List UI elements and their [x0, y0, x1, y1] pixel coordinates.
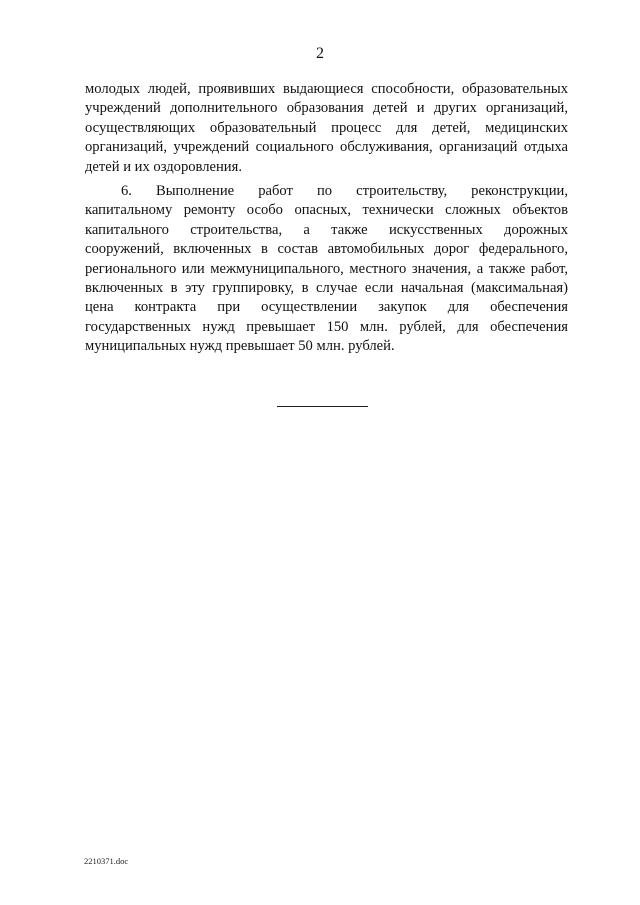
text-line: 6. Выполнение работ по строительству, реконструкции, — [121, 183, 568, 199]
text-line: цена контракта при осуществлении закупок для обеспечения — [85, 299, 568, 316]
text-line: капитального строительства, а также искусственных дорожных — [85, 221, 568, 238]
text-line: капитальному ремонту особо опасных, технически сложных объектов — [85, 202, 568, 219]
document-code: 2210371.doc — [84, 856, 129, 866]
end-separator-line — [277, 406, 368, 407]
page-number: 2 — [316, 45, 324, 62]
text-line: молодых людей, проявивших выдающиеся способности, образовательных — [85, 81, 568, 97]
text-line: учреждений дополнительного образования детей и других организаций, — [85, 100, 568, 117]
text-line: муниципальных нужд превышает 50 млн. рублей. — [85, 338, 395, 355]
paragraph-item-6 — [85, 182, 568, 357]
text-line: осуществляющих образовательный процесс для детей, медицинских — [85, 119, 568, 136]
text-line: сооружений, включенных в состав автомобильных дорог федерального, — [85, 241, 568, 258]
paragraph-continuation — [85, 80, 568, 177]
text-line: государственных нужд превышает 150 млн. рублей, для обеспечения — [85, 318, 568, 335]
text-line: организаций, учреждений социального обслуживания, организаций отдыха — [85, 139, 568, 156]
text-line: регионального или межмуниципального, местного значения, а также работ, — [85, 260, 568, 277]
text-line: включенных в эту группировку, в случае если начальная (максимальная) — [85, 279, 568, 296]
text-line: детей и их оздоровления. — [85, 158, 242, 175]
